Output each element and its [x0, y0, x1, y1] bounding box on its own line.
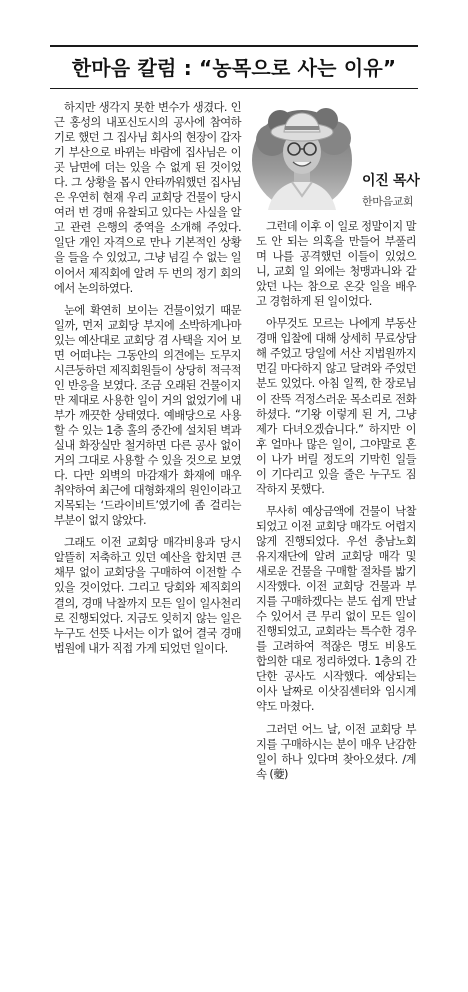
top-rule: [50, 45, 418, 47]
paragraph: 아무것도 모르는 나에게 부동산 경매 입찰에 대해 상세히 무료상담해 주었고 당일에 서산 지법원까지 먼길 마다하지 않고 달려와 주었던 분도 있었다. 아침 일찍, 한 장로님이 잔뜩 걱정스러운 목소리로 전화하셨다. “기왕 이렇게 된 거, 그냥 제가 다녀오겠습니다.” 하지만 이후 얼마나 많은 일이, 그야말로 혼이 나가 버릴 정도의 기막힌 일들이 기다리고 있을 줄은 누구도 짐작하지 못했다.: [256, 317, 416, 496]
author-name: 이진 목사: [362, 173, 420, 189]
paragraph: 눈에 확연히 보이는 건물이었기 때문일까, 먼저 교회당 부지에 소박하게나마 있는 예산대로 교회당 겸 사택을 지어 보면 어떠냐는 그동안의 의견에는 도무지 시큰둥하던 제직회원들이 상당히 적극적인 반응을 보였다. 조금 오래된 건물이지만 제대로 사용한 일이 거의 없었기에 내부가 깨끗한 상태였다. 예배당으로 사용할 수 있는 1층 홀의 중간에 설치된 벽과 실내 화장실만 철거하면 다른 공사 없이 거의 그대로 사용할 수 있을 것으로 보였다. 다만 외벽의 마감재가 화재에 매우 취약하여 최근에 대형화재의 원인이라고 지목되는 ‘드라이비트’였기에 좀 걸리는 부분이 없지 않았다.: [54, 303, 241, 528]
title-divider: [50, 88, 418, 89]
paragraph: 하지만 생각지 못한 변수가 생겼다. 인근 홍성의 내포신도시의 공사에 참여하기로 했던 그 집사님 회사의 현장이 갑자기 부산으로 바뀌는 바람에 집사님은 이곳 남면에 더는 있을 수 없게 된 것이었다. 그 상황을 몹시 안타까워했던 집사님은 우연히 현재 우리 교회당 건물이 당시 여러 번 경매 유찰되고 있다는 사실을 알고 관련 은행의 중역을 소개해 주었다. 일단 개인 자격으로 만나 기본적인 상황을 들을 수 있었고, 그냥 넘길 수 없는 일이어서 제직회에 알려 두 번의 정기 회의에서 논의하였다.: [54, 101, 241, 295]
column-title: 한마음 칼럼 : “농목으로 사는 이유”: [71, 56, 397, 80]
paragraph: 그러던 어느 날, 이전 교회당 부지를 구매하시는 분이 매우 난감한 일이 하나 있다며 찾아오셨다. /계속 (䕫): [256, 722, 416, 781]
right-text-column: [256, 219, 416, 789]
paragraph: 그래도 이전 교회당 매각비용과 당시 알뜰히 저축하고 있던 예산을 합치면 큰 채무 없이 교회당을 구매하여 이전할 수 있을 것이었다. 그리고 당회와 제직회의 결의, 경매 낙찰까지 모든 일이 일사천리로 진행되었다. 지금도 잊히지 않는 일은 누구도 선뜻 나서는 이가 없어 결국 경매 법원에 내가 직접 가게 되었던 일이다.: [54, 536, 241, 655]
left-text-column: [54, 100, 241, 663]
paragraph: 무사히 예상금액에 건물이 낙찰되었고 이전 교회당 매각도 어렵지 않게 진행되었다. 우선 충남노회 유지재단에 알려 교회당 매각 및 새로운 건물을 구매할 절차를 밟기 시작했다. 이전 교회당 건물과 부지를 구매하겠다는 분도 쉽게 만날 수 있어서 큰 무리 없이 모든 일이 진행되었고, 교회라는 특수한 경우를 고려하여 적잖은 명도 비용도 합의한 대로 정리하였다. 1층의 간단한 공사도 시작했다. 예상되는 이사 날짜로 이삿짐센터와 임시계약도 마쳤다.: [256, 504, 416, 714]
paragraph: 그런데 이후 이 일로 정말이지 말도 안 되는 의혹을 만들어 부풀리며 나를 공격했던 이들이 있었으니, 교회 일 외에는 청맹과니와 같았던 나는 참으로 온갖 일을 배우고 경험하게 된 일이었다.: [256, 220, 416, 309]
author-portrait: [250, 100, 354, 210]
author-church: 한마음교회: [362, 195, 414, 208]
